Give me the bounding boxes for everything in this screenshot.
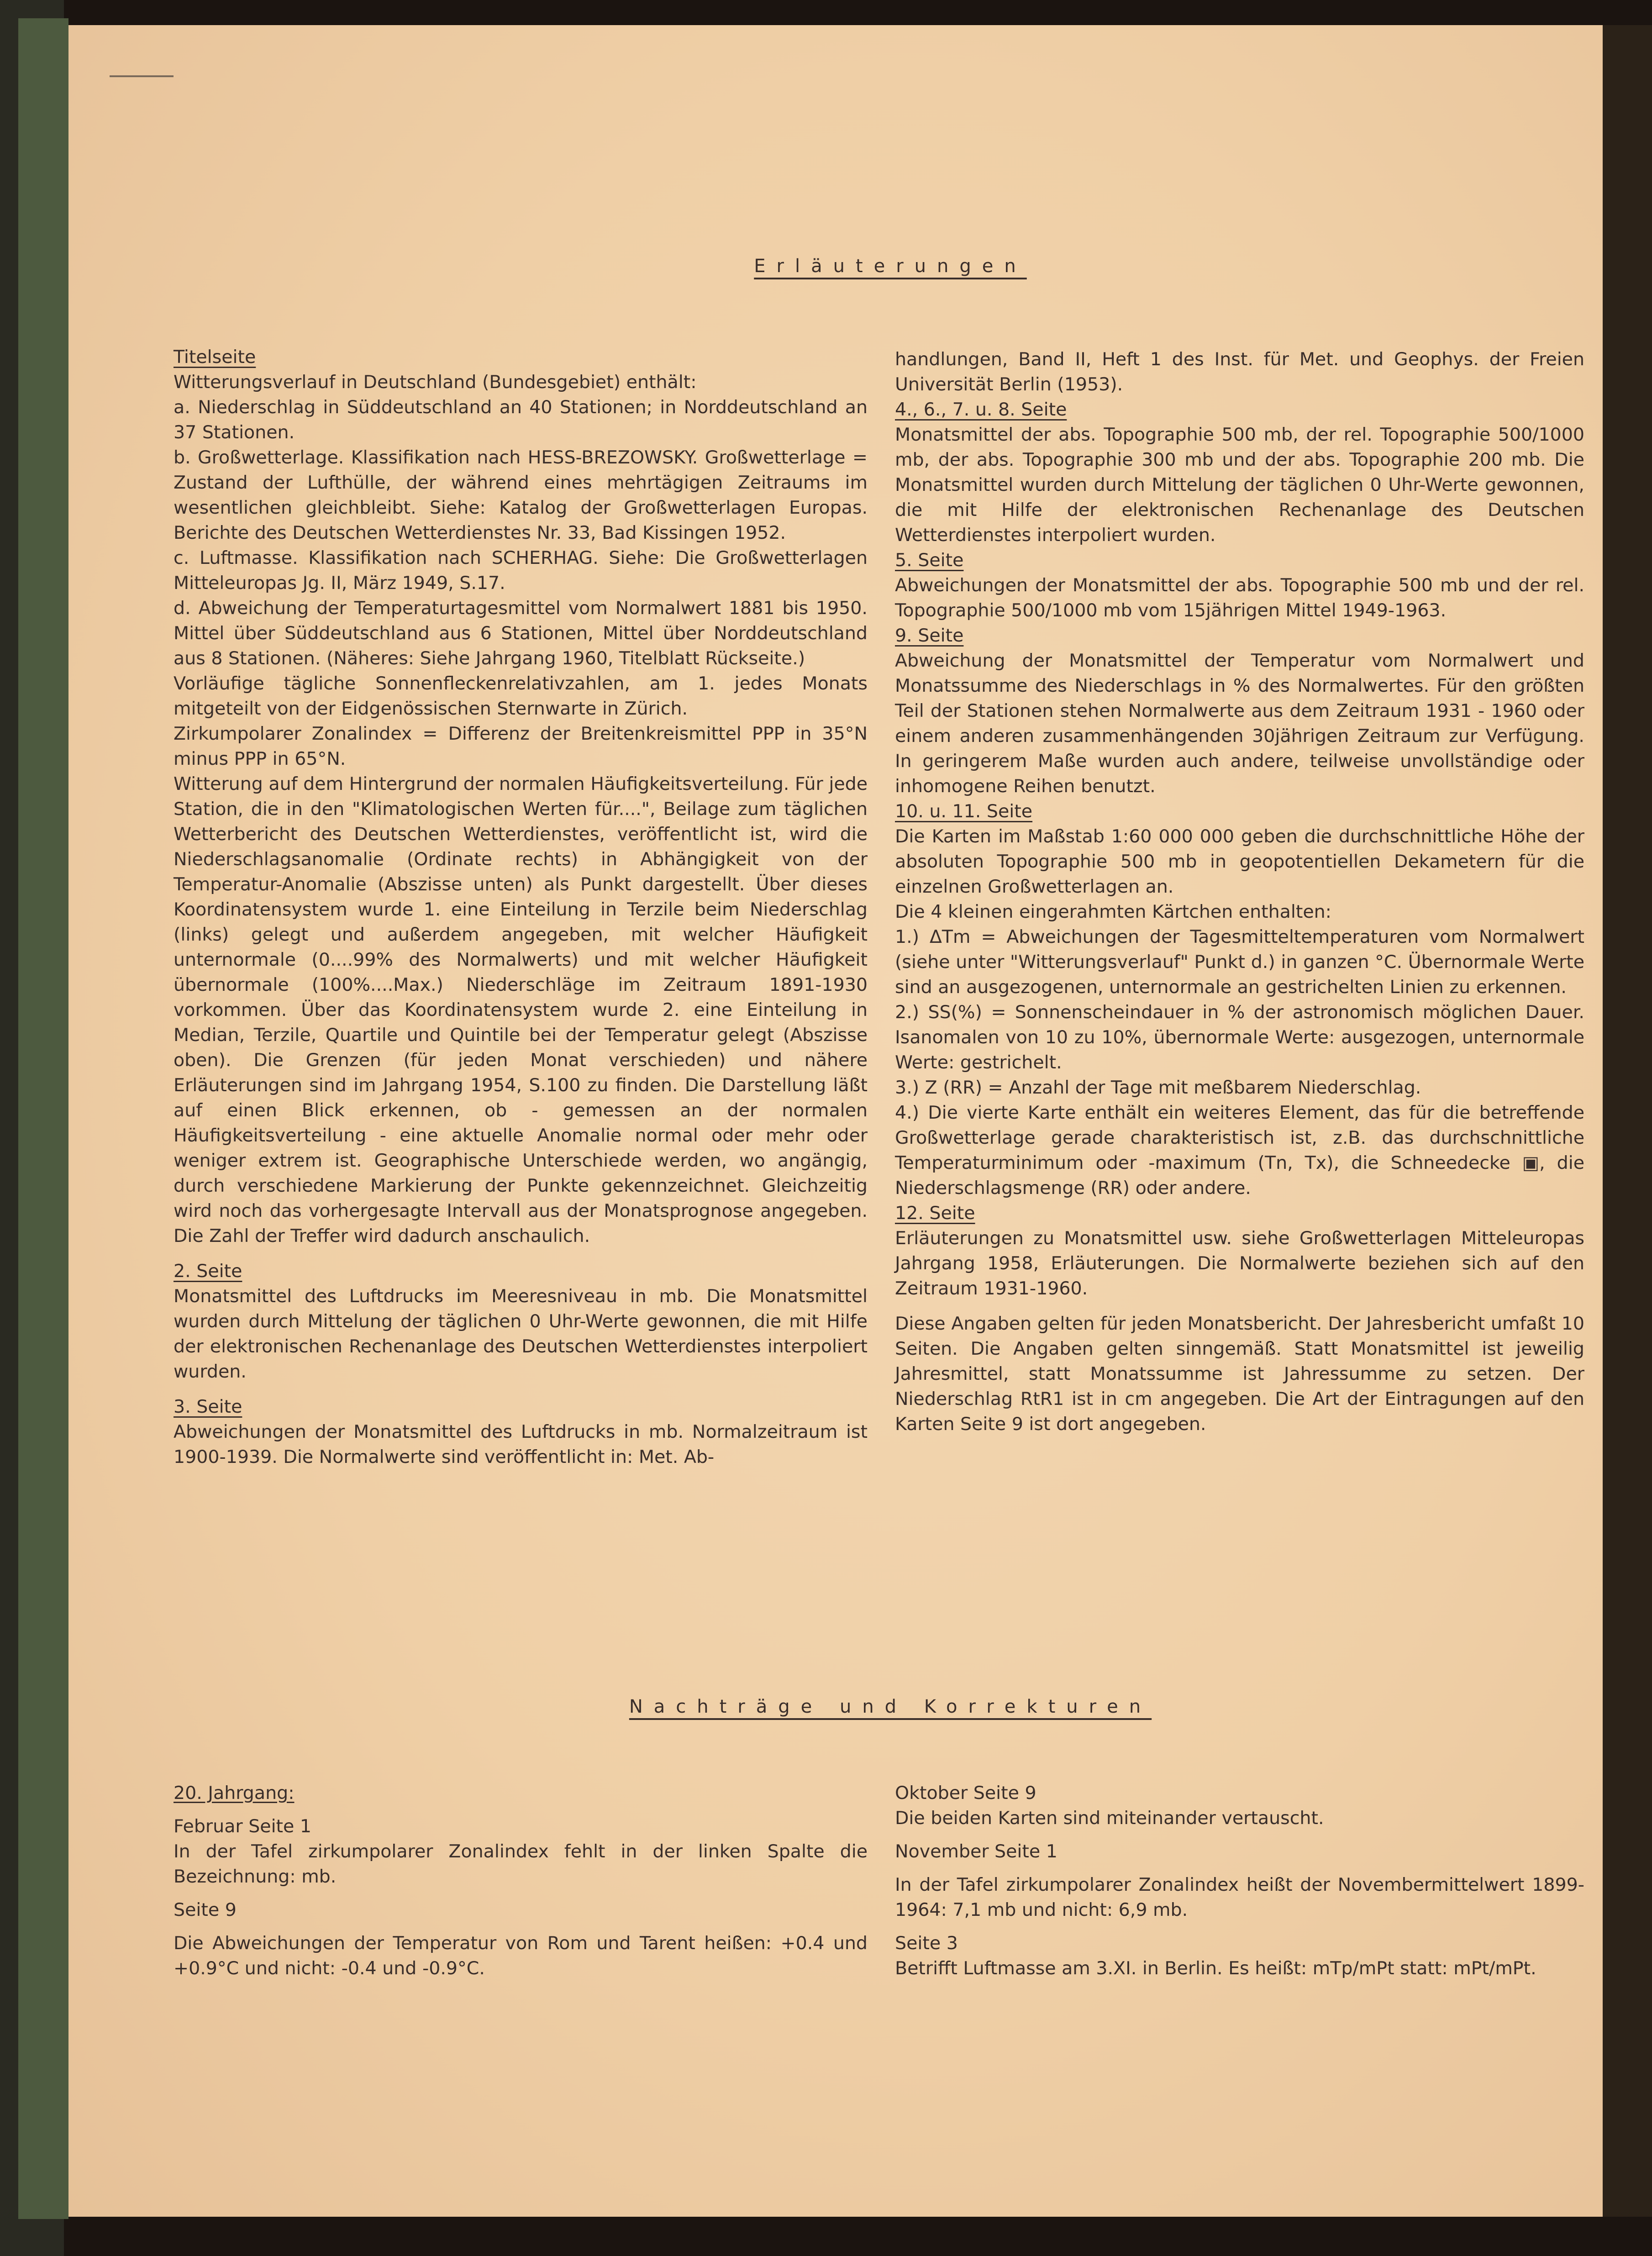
right-column xyxy=(895,347,1584,1437)
corrections-jahrgang: 20. Jahrgang: xyxy=(174,1783,295,1804)
correction-text-seite-9: Die Abweichungen der Temperatur von Rom und Tarent heißen: +0.4 und +0.9°C und nicht: -0.4 und -0.9°C. xyxy=(174,1933,868,1979)
section-title-seite-12: 12. Seite xyxy=(895,1203,975,1224)
paragraph-seite-2: Monatsmittel des Luftdrucks im Meeresniveau in mb. Die Monatsmittel wurden durch Mittelung der täglichen 0 Uhr-Werte gewonnen, die mit Hilfe der elektronischen Rechenanlage des Deutschen Wetterdienstes interpoliert wurden. xyxy=(174,1286,868,1382)
paragraph-d: d. Abweichung der Temperaturtagesmittel vom Normalwert 1881 bis 1950. Mittel über Süddeutschland aus 6 Stationen, Mittel über Norddeutschland aus 8 Stationen. (Näheres: Siehe Jahrgang 1960, Titelblatt Rückseite.) xyxy=(174,598,868,669)
paragraph-seite-12: Erläuterungen zu Monatsmittel usw. siehe Großwetterlagen Mitteleuropas Jahrgang 1958, Erläuterungen. Die Normalwerte beziehen sich auf den Zeitraum 1931-1960. xyxy=(895,1228,1584,1299)
correction-text-oktober: Die beiden Karten sind miteinander vertauscht. xyxy=(895,1808,1324,1829)
paragraph-final: Diese Angaben gelten für jeden Monatsbericht. Der Jahresbericht umfaßt 10 Seiten. Die Angaben gelten sinngemäß. Statt Monatsmittel ist jeweilig Jahresmittel, statt Monatssumme ist Jahressumme zu setzen. Der Niederschlag RtR1 ist in cm angegeben. Die Art der Eintragungen auf den Karten Seite 9 ist dort angegeben. xyxy=(895,1313,1584,1435)
green-spine xyxy=(18,18,68,2219)
paragraph-seite-9: Abweichung der Monatsmittel der Temperatur vom Normalwert und Monatssumme des Niederschlags in % des Normalwertes. Für den größten Teil der Stationen stehen Normalwerte aus dem Zeitraum 1931 - 1960 oder einem anderen zusammenhängenden 30jährigen Zeitraum zur Verfügung. In geringerem Maße wurden auch andere, teilweise unvollständige oder inhomogene Reihen benutzt. xyxy=(895,650,1584,797)
correction-text-februar: In der Tafel zirkumpolarer Zonalindex fehlt in der linken Spalte die Bezeichnung: mb. xyxy=(174,1841,868,1887)
paragraph-continuation: handlungen, Band II, Heft 1 des Inst. für Met. und Geophys. der Freien Universität Berlin (1953). xyxy=(895,349,1584,395)
paragraph-a: a. Niederschlag in Süddeutschland an 40 Stationen; in Norddeutschland an 37 Stationen. xyxy=(174,397,868,443)
correction-title-oktober: Oktober Seite 9 xyxy=(895,1783,1036,1804)
section-title-seite-10: 10. u. 11. Seite xyxy=(895,801,1033,822)
page-mark xyxy=(110,75,174,77)
list-item-1: 1.) ΔTm = Abweichungen der Tagesmitteltemperaturen vom Normalwert (siehe unter "Witterungsverlauf" Punkt d.) in ganzen °C. Übernormale Werte sind an ausgezogenen, unternormale an gestrichelten Linien zu erkennen. xyxy=(895,926,1584,998)
paragraph-intro: Witterungsverlauf in Deutschland (Bundesgebiet) enthält: xyxy=(174,372,697,393)
correction-title-november: November Seite 1 xyxy=(895,1841,1057,1862)
page-edge-shadow xyxy=(1603,25,1652,2217)
paragraph-frequency: Witterung auf dem Hintergrund der normalen Häufigkeitsverteilung. Für jede Station, die in den "Klimatologischen Werten für....", Beilage zum täglichen Wetterbericht des Deutschen Wetterdienstes, veröffentlicht ist, wird die Niederschlagsanomalie (Ordinate rechts) in Abhängigkeit von der Temperatur-Anomalie (Abszisse unten) als Punkt dargestellt. Über dieses Koordinatensystem wurde 1. eine Einteilung in Terzile beim Niederschlag (links) gelegt und außerdem angegeben, mit welcher Häufigkeit unternormale (0....99% des Normalwerts) und mit welcher Häufigkeit übernormale (100%....Max.) Niederschläge im Zeitraum 1891-1930 vorkommen. Über das Koordinatensystem wurde 2. eine Einteilung in Median, Terzile, Quartile und Quintile bei der Temperatur gelegt (Abszisse oben). Die Grenzen (für jeden Monat verschieden) und nähere Erläuterungen sind im Jahrgang 1954, S.100 zu finden. Die Darstellung läßt auf einen Blick erkennen, ob - gemessen an der normalen Häufigkeitsverteilung - eine aktuelle Anomalie normal oder mehr oder weniger extrem ist. Geographische Unterschiede werden, wo angängig, durch verschiedene Markierung der Punkte gekennzeichnet. Gleichzeitig wird noch das vorhergesagte Intervall aus der Monatsprognose angegeben. Die Zahl der Treffer wird dadurch anschaulich. xyxy=(174,773,868,1246)
paragraph-seite-5: Abweichungen der Monatsmittel der abs. Topographie 500 mb und der rel. Topographie 500/1000 mb vom 15jährigen Mittel 1949-1963. xyxy=(895,575,1584,621)
paragraph-zonalindex: Zirkumpolarer Zonalindex = Differenz der Breitenkreismittel PPP in 35°N minus PPP in 65°N. xyxy=(174,723,868,769)
paragraph-c: c. Luftmasse. Klassifikation nach SCHERHAG. Siehe: Die Großwetterlagen Mitteleuropas Jg. II, März 1949, S.17. xyxy=(174,547,868,594)
paragraph-seite-10: Die Karten im Maßstab 1:60 000 000 geben die durchschnittliche Höhe der absoluten Topographie 500 mb in geopotentiellen Dekametern für die einzelnen Großwetterlagen an. xyxy=(895,826,1584,897)
section-title-seite-4: 4., 6., 7. u. 8. Seite xyxy=(895,399,1067,420)
correction-text-november: In der Tafel zirkumpolarer Zonalindex heißt der Novembermittelwert 1899-1964: 7,1 mb und nicht: 6,9 mb. xyxy=(895,1874,1584,1920)
heading-nachtraege: Nachträge und Korrekturen xyxy=(629,1696,1152,1717)
correction-text-seite-3: Betrifft Luftmasse am 3.XI. in Berlin. Es heißt: mTp/mPt statt: mPt/mPt. xyxy=(895,1958,1536,1979)
correction-title-seite-9: Seite 9 xyxy=(174,1899,237,1920)
paragraph-seite-3: Abweichungen der Monatsmittel des Luftdrucks in mb. Normalzeitraum ist 1900-1939. Die Normalwerte sind veröffentlicht in: Met. Ab- xyxy=(174,1421,868,1467)
correction-title-seite-3: Seite 3 xyxy=(895,1933,958,1954)
correction-title-februar: Februar Seite 1 xyxy=(174,1816,312,1837)
corrections-left xyxy=(174,1781,868,1981)
section-title-seite-3: 3. Seite xyxy=(174,1396,242,1417)
section-title-seite-9: 9. Seite xyxy=(895,625,964,646)
section-title-seite-5: 5. Seite xyxy=(895,550,964,571)
list-item-4: 4.) Die vierte Karte enthält ein weiteres Element, das für die betreffende Großwetterlage gerade charakteristisch ist, z.B. das durchschnittliche Temperaturminimum oder -maximum (Tn, Tx), die Schneedecke ▣, die Niederschlagsmenge (RR) oder andere. xyxy=(895,1102,1584,1199)
section-title-seite-2: 2. Seite xyxy=(174,1261,242,1282)
list-item-3: 3.) Z (RR) = Anzahl der Tage mit meßbarem Niederschlag. xyxy=(895,1077,1421,1098)
paragraph-seite-4: Monatsmittel der abs. Topographie 500 mb, der rel. Topographie 500/1000 mb, der abs. Topographie 300 mb und der abs. Topographie 200 mb. Die Monatsmittel wurden durch Mittelung der täglichen 0 Uhr-Werte gewonnen, die mit Hilfe der elektronischen Rechenanlage des Deutschen Wetterdienstes interpoliert wurden. xyxy=(895,424,1584,546)
section-title-titelseite: Titelseite xyxy=(174,347,256,368)
list-item-2: 2.) SS(%) = Sonnenscheindauer in % der astronomisch möglichen Dauer. Isanomalen von 10 zu 10%, übernormale Werte: ausgezogen, unternormale Werte: gestrichelt. xyxy=(895,1002,1584,1073)
document-page xyxy=(68,25,1603,2217)
heading-erlaeuterungen: Erläuterungen xyxy=(754,256,1027,277)
paragraph-b: b. Großwetterlage. Klassifikation nach HESS-BREZOWSKY. Großwetterlage = Zustand der Lufthülle, der während eines mehrtägigen Zeitraums im wesentlichen gleichbleibt. Siehe: Katalog der Großwetterlagen Europas. Berichte des Deutschen Wetterdienstes Nr. 33, Bad Kissingen 1952. xyxy=(174,447,868,543)
corrections-right xyxy=(895,1781,1584,1981)
paragraph-sunspots: Vorläufige tägliche Sonnenfleckenrelativzahlen, am 1. jedes Monats mitgeteilt von der Eidgenössischen Sternwarte in Zürich. xyxy=(174,673,868,719)
left-column xyxy=(174,345,868,1470)
paragraph-kaertchen: Die 4 kleinen eingerahmten Kärtchen enthalten: xyxy=(895,901,1331,922)
